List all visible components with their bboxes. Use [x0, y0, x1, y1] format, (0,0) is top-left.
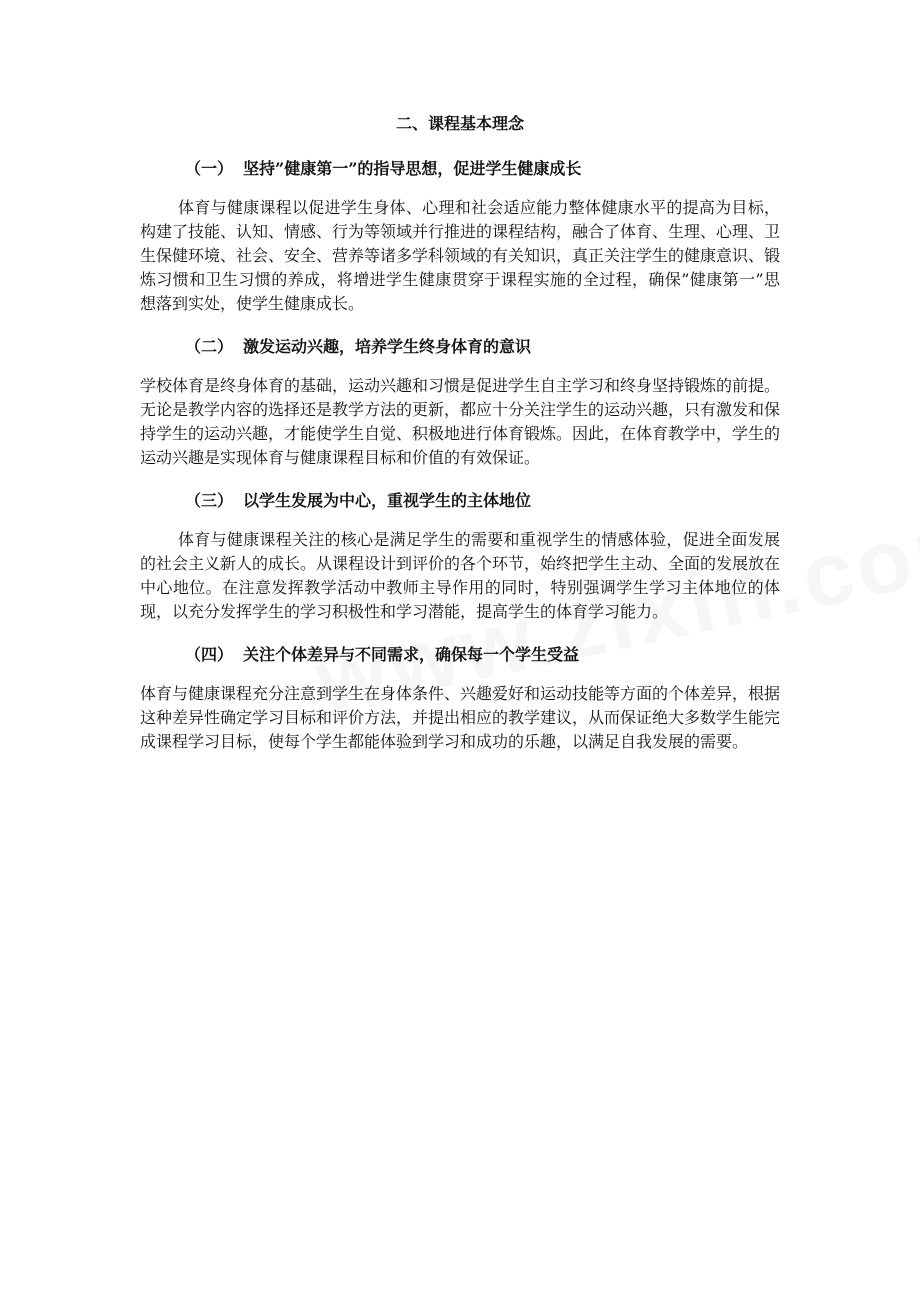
- section-heading-text-2: 激发运动兴趣，培养学生终身体育的意识: [243, 337, 532, 356]
- section-heading-3: [140, 488, 780, 514]
- section-number-2: （二）: [185, 337, 234, 356]
- section-heading-2: [140, 334, 780, 360]
- section-body-4: 体育与健康课程充分注意到学生在身体条件、兴趣爱好和运动技能等方面的个体差异，根据这种差异性确定学习目标和评价方法，并提出相应的教学建议，从而保证绝大多数学生能完成课程学习目标，使每个学生都能体验到学习和成功的乐趣，以满足自我发展的需要。: [140, 684, 781, 751]
- section-number-1: （一）: [185, 159, 234, 178]
- section-number-3: （三）: [185, 491, 234, 510]
- section-body-1: 体育与健康课程以促进学生身体、心理和社会适应能力整体健康水平的提高为目标，构建了技能、认知、情感、行为等领域并行推进的课程结构，融合了体育、生理、心理、卫生保健环境、社会、安全、营养等诸多学科领域的有关知识，真正关注学生的健康意识、锻炼习惯和卫生习惯的养成，将增进学生健康贯穿于课程实施的全过程，确保”健康第一”思想落到实处，使学生健康成长。: [140, 198, 781, 313]
- section-body-2: 学校体育是终身体育的基础，运动兴趣和习惯是促进学生自主学习和终身坚持锻炼的前提。无论是教学内容的选择还是教学方法的更新，都应十分关注学生的运动兴趣，只有激发和保持学生的运动兴趣，才能使学生自觉、积极地进行体育锻炼。因此，在体育教学中，学生的运动兴趣是实现体育与健康课程目标和价值的有效保证。: [140, 376, 781, 467]
- section-heading-1: [140, 156, 780, 182]
- section-heading-text-3: 以学生发展为中心，重视学生的主体地位: [243, 491, 532, 510]
- document-page: [140, 110, 780, 772]
- document-title: 二、课程基本理念: [395, 114, 524, 133]
- section-number-4: （四）: [185, 645, 234, 664]
- section-heading-text-4: 关注个体差异与不同需求，确保每一个学生受益: [243, 645, 580, 664]
- section-body-3: 体育与健康课程关注的核心是满足学生的需要和重视学生的情感体验，促进全面发展的社会主义新人的成长。从课程设计到评价的各个环节，始终把学生主动、全面的发展放在中心地位。在注意发挥教学活动中教师主导作用的同时，特别强调学生学习主体地位的体现，以充分发挥学生的学习积极性和学习潜能，提高学生的体育学习能力。: [140, 530, 781, 621]
- section-heading-text-1: 坚持”健康第一”的指导思想，促进学生健康成长: [243, 159, 582, 178]
- section-heading-4: [140, 642, 780, 668]
